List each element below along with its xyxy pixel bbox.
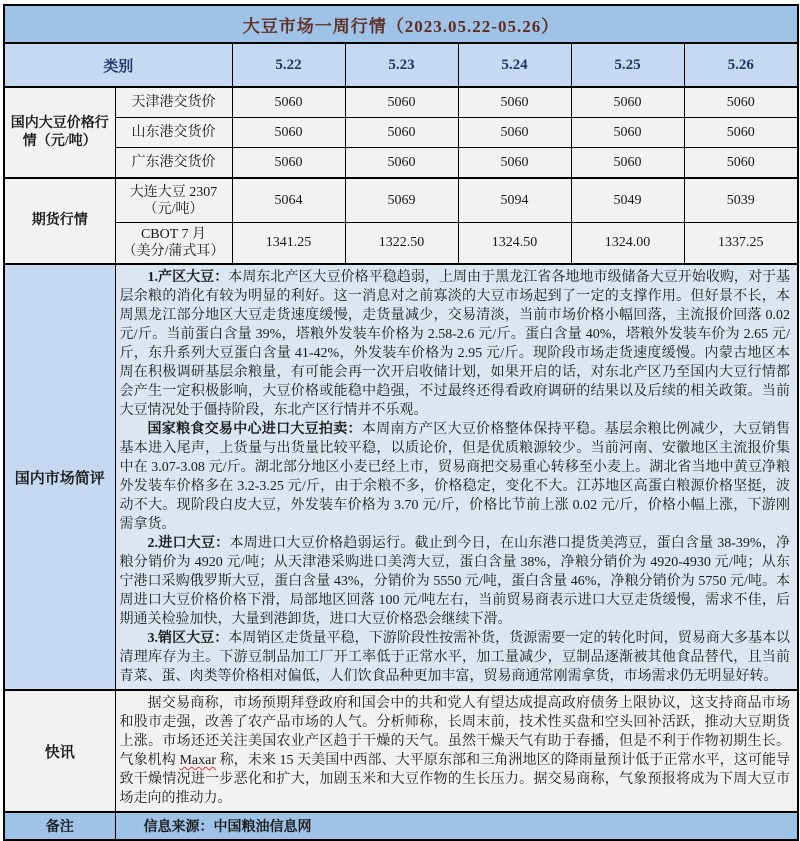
paragraph-text: 本周销区走货量平稳，下游阶段性按需补货，货源需要一定的转化时间，贸易商大多基本以清理库存为主。下游豆制品加工厂开工率低于正常水平，加工量减少，豆制品逐渐被其他食品替代，且当前青菜、蛋、肉类等价格相对偏低，人们饮食品种更加丰富，贸易商通常刚需拿货，市场需求仍无明显好转。 <box>119 631 791 684</box>
price-cell: 5060 <box>458 87 571 118</box>
review-section-label: 国内市场简评 <box>4 264 115 690</box>
price-cell: 5039 <box>684 178 798 223</box>
row-label-cbot-july <box>115 223 232 265</box>
soybean-weekly-report-table <box>3 4 799 841</box>
review-paragraph <box>120 629 791 686</box>
price-cell: 5064 <box>232 178 345 223</box>
paragraph-lead: 3.销区大豆： <box>147 631 229 646</box>
report-sheet <box>3 4 797 841</box>
price-cell: 5060 <box>684 118 798 148</box>
row-label-line1: 大连大豆 2307 <box>129 184 218 200</box>
paragraph-text: 本周进口大豆价格趋弱运行。截止到今日，在山东港口提货美湾豆，蛋白含量 38-39%，净粮分销价为 4920 元/吨；从天津港采购进口美湾大豆，蛋白含量 38%，净粮分销价为 4920-4930 元/吨；从东宁港口采购俄罗斯大豆，蛋白含量 43%，分销价为 5550 元/吨，蛋白含量 46%，净粮分销价为 5750 元/吨。本周进口大豆价格价格下滑，局部地区回落 100 元/吨左右，当前贸易商表示进口大豆走货缓慢，需求不佳，后期通关检验加快，大量到港卸货，进口大豆价格恐会继续下滑。 <box>119 536 791 627</box>
price-cell: 5049 <box>571 178 684 223</box>
date-header-cell: 5.23 <box>345 43 458 87</box>
row-label-line1: CBOT 7 月 <box>140 227 207 242</box>
price-cell: 5060 <box>345 87 458 118</box>
row-label-shandong: 山东港交货价 <box>115 118 232 148</box>
price-cell: 1322.50 <box>345 223 458 265</box>
row-label-guangdong: 广东港交货价 <box>115 148 232 179</box>
date-header-cell: 5.25 <box>571 43 684 87</box>
price-cell: 5060 <box>684 87 798 118</box>
price-cell: 5060 <box>458 118 571 148</box>
review-paragraph <box>120 420 791 534</box>
price-cell: 5060 <box>232 118 345 148</box>
source-text: 信息来源：中国粮油信息网 <box>115 812 798 840</box>
price-cell: 5060 <box>571 87 684 118</box>
price-cell: 5060 <box>684 148 798 179</box>
date-header-cell: 5.22 <box>232 43 345 87</box>
news-text: 据交易商称，市场预期拜登政府和国会中的共和党人有望达成提高政府债务上限协议，这支持商品市场和股市走强，改善了农产品市场的人气。分析师称，长周末前，技术性买盘和空头回补活跃，推动大豆期货上涨。市场还还关注美国农业产区趋于干燥的天气。虽然干燥天气有助于春播，但是不利于作物初期生长。气象机构 <box>119 696 791 768</box>
price-cell: 5060 <box>571 148 684 179</box>
paragraph-lead: 2.进口大豆： <box>147 536 230 551</box>
row-label-line2: （元/吨） <box>143 201 204 217</box>
price-cell: 1341.25 <box>232 223 345 265</box>
paragraph-lead: 国家粮食交易中心进口大豆拍卖： <box>147 422 362 437</box>
price-cell: 5060 <box>345 148 458 179</box>
row-label-line2: （美分/蒲式耳） <box>122 244 225 259</box>
date-header-cell: 5.24 <box>458 43 571 87</box>
date-header-cell: 5.26 <box>684 43 798 87</box>
price-cell: 1337.25 <box>684 223 798 265</box>
price-cell: 5060 <box>571 118 684 148</box>
news-content <box>115 690 798 812</box>
section-label-futures: 期货行情 <box>4 178 115 264</box>
news-section-label: 快讯 <box>4 690 115 812</box>
report-title: 大豆市场一周行情（2023.05.22-05.26） <box>4 5 798 43</box>
price-cell: 5094 <box>458 178 571 223</box>
section-label-domestic-price: 国内大豆价格行情（元/吨） <box>4 87 115 178</box>
paragraph-text: 本周南方产区大豆价格整体保持平稳。基层余粮比例减少，大豆销售基本进入尾声，上货量与出货量比较平稳，以质论价，但是优质粮源较少。当前河南、安徽地区主流报价集中在 3.07-3.08 元/斤。湖北部分地区小麦已经上市，贸易商把交易重心转移至小麦上。湖北省当地中黄豆净粮外发装车价格多在 3.2-3.25 元/斤，由于余粮不多，价格稳定，变化不大。江苏地区高蛋白粮源价格坚挺，波动不大。现阶段白皮大豆，外发装车价格为 3.70 元/斤，价格比节前上涨 0.02 元/斤，价格小幅上涨，下游刚需拿货。 <box>119 422 791 532</box>
row-label-tianjin: 天津港交货价 <box>115 87 232 118</box>
news-text: 称，未来 15 天美国中西部、大平原东部和三角洲地区的降雨量预计低于正常水平，这可能导致干燥情况进一步恶化和扩大，加剧玉米和大豆作物的生长压力。据交易商称，气象预报将成为下周大豆市场走向的推动力。 <box>119 753 791 806</box>
review-paragraph <box>120 268 791 420</box>
price-cell: 1324.00 <box>571 223 684 265</box>
paragraph-text: 本周东北产区大豆价格平稳趋弱，上周由于黑龙江省各地地市级储备大豆开始收购，对于基层余粮的消化有较为明显的利好。这一消息对之前寡淡的大豆市场起到了一定的支撑作用。但好景不长，本周黑龙江部分地区大豆走货速度缓慢，走货量减少，交易清淡，当前市场价格小幅回落，主流报价回落 0.02 元/斤。当前蛋白含量 39%，塔粮外发装车价格为 2.58-2.6 元/斤。蛋白含量 40%，塔粮外发装车价为 2.65 元/斤，东升系列大豆蛋白含量 41-42%，外发装车价格为 2.95 元/斤。现阶段市场走货速度缓慢。内蒙古地区本周在积极调研基层余粮量，有可能会再一次开启收储计划，如果开启的话，对东北产区乃至国内大豆行情都会产生一定积极影响，大豆价格或能稳中趋强，不过最终还得看政府调研的结果以及后续的相关政策。当前大豆情况处于僵持阶段，东北产区行情并不乐观。 <box>119 270 791 418</box>
remark-label: 备注 <box>4 812 115 840</box>
price-cell: 5060 <box>232 87 345 118</box>
review-content <box>115 264 798 690</box>
maxar-spellcheck-word: Maxar <box>179 753 216 768</box>
price-cell: 5069 <box>345 178 458 223</box>
news-paragraph <box>120 694 791 808</box>
row-label-dalian-2307 <box>115 178 232 223</box>
price-cell: 5060 <box>458 148 571 179</box>
paragraph-lead: 1.产区大豆： <box>147 270 229 285</box>
price-cell: 5060 <box>232 148 345 179</box>
category-header-cell: 类别 <box>4 43 232 87</box>
price-cell: 1324.50 <box>458 223 571 265</box>
review-paragraph <box>120 534 791 629</box>
price-cell: 5060 <box>345 118 458 148</box>
